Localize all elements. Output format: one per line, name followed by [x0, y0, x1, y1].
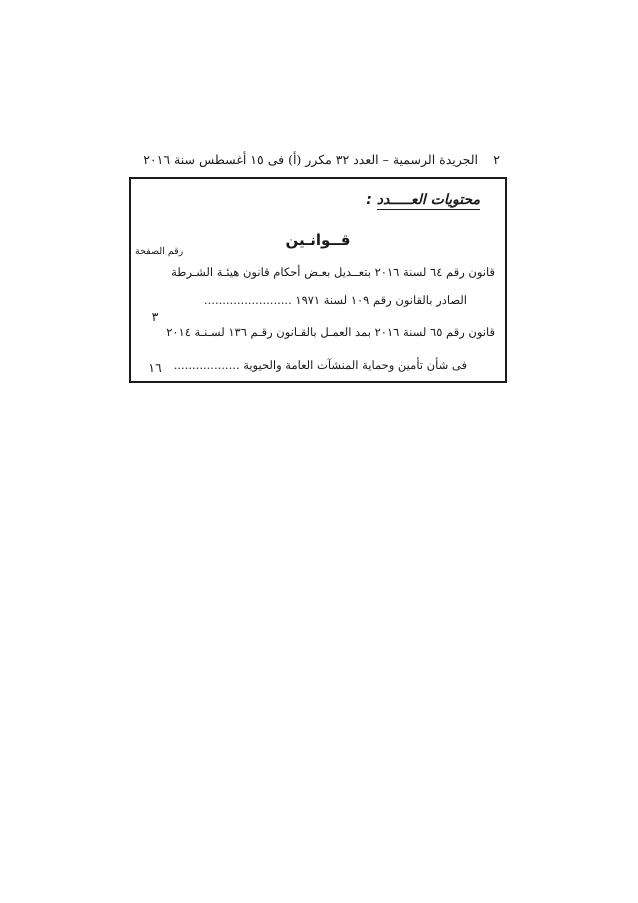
page-header: [143, 151, 500, 169]
page-number-column-header: رقم الصفحة: [135, 246, 184, 257]
entry-1-line-2: الصادر بالقانون رقم ١٠٩ لسنة ١٩٧١ ........................: [204, 293, 467, 307]
page-number: ٢: [493, 152, 500, 167]
contents-heading: [366, 191, 480, 209]
entry-1-line-1: قانون رقم ٦٤ لسنة ٢٠١٦ بتعــديل بعـض أحكام قانون هيئـة الشـرطة: [171, 265, 495, 279]
entry-1-page-number: ٣: [151, 309, 159, 324]
entry-2-line-1: قانون رقم ٦٥ لسنة ٢٠١٦ بمد العمـل بالقـانون رقـم ١٣٦ لسـنـة ٢٠١٤: [166, 325, 495, 339]
table-of-contents-box: [129, 177, 507, 383]
gazette-header-text: الجريدة الرسمية – العدد ٣٢ مكرر (أ) فى ١٥ أغسطس سنة ٢٠١٦: [143, 152, 478, 167]
contents-heading-title: محتويات العـــــدد: [376, 192, 480, 208]
section-title-laws: قــوانـين: [285, 231, 351, 249]
contents-heading-colon: :: [366, 192, 377, 208]
entry-2-line-2: فى شأن تأمين وحماية المنشآت العامة والحيوية ..................: [173, 358, 467, 372]
entry-2-page-number: ١٦: [148, 360, 162, 375]
